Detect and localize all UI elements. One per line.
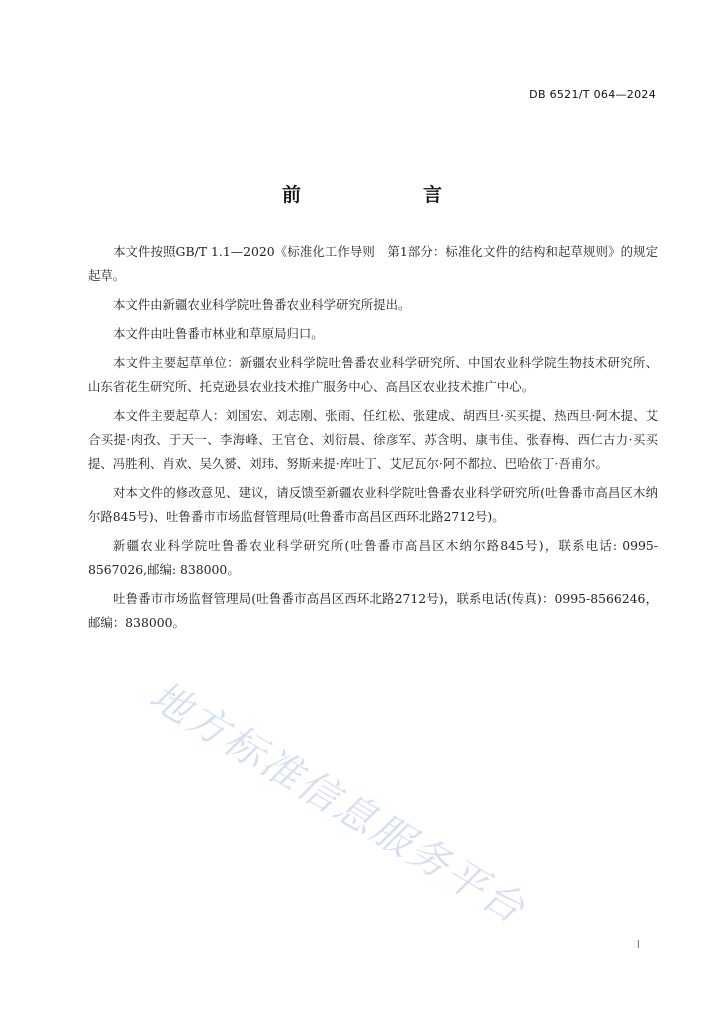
paragraph-bureau-contact: 吐鲁番市市场监督管理局(吐鲁番市高昌区西环北路2712号)，联系电话(传真)：0995-8566246，邮编：838000。 bbox=[88, 591, 658, 630]
paragraph-feedback: 对本文件的修改意见、建议，请反馈至新疆农业科学院吐鲁番农业科学研究所(吐鲁番市高昌区木纳尔路845号)、吐鲁番市市场监督管理局(吐鲁番市高昌区西环北路2712号)。 bbox=[88, 485, 658, 524]
paragraph-proposer: 本文件由新疆农业科学院吐鲁番农业科学研究所提出。 bbox=[113, 297, 411, 312]
paragraph-drafters: 本文件主要起草人：刘国宏、刘志刚、张雨、任红松、张建成、胡西旦·买买提、热西旦·阿木提、艾合买提·肉孜、于天一、李海峰、王官仓、刘衍晨、徐彦军、苏含明、康韦佳、张春梅、西仁古力·买买提、冯胜利、肖欢、吴久赟、刘玮、努斯来提·库吐丁、艾尼瓦尔·阿不都拉、巴哈依丁·吾甫尔。 bbox=[88, 408, 658, 471]
foreword-body bbox=[88, 240, 658, 640]
page-number: I bbox=[636, 938, 640, 951]
paragraph-institute-contact: 新疆农业科学院吐鲁番农业科学研究所(吐鲁番市高昌区木纳尔路845号)，联系电话: 0995-8567026,邮编: 838000。 bbox=[88, 538, 658, 577]
paragraph-administrator: 本文件由吐鲁番市林业和草原局归口。 bbox=[113, 326, 324, 341]
page-title: 前 言 bbox=[281, 184, 470, 206]
paragraph-drafting-units: 本文件主要起草单位：新疆农业科学院吐鲁番农业科学研究所、中国农业科学院生物技术研究所、山东省花生研究所、托克逊县农业技术推广服务中心、高昌区农业技术推广中心。 bbox=[88, 355, 658, 394]
document-code: DB 6521/T 064—2024 bbox=[529, 88, 656, 101]
paragraph-drafting-rules: 本文件按照GB/T 1.1—2020《标准化工作导则 第1部分：标准化文件的结构和起草规则》的规定起草。 bbox=[88, 244, 658, 283]
watermark: 地方标准信息服务平台 bbox=[141, 672, 534, 934]
